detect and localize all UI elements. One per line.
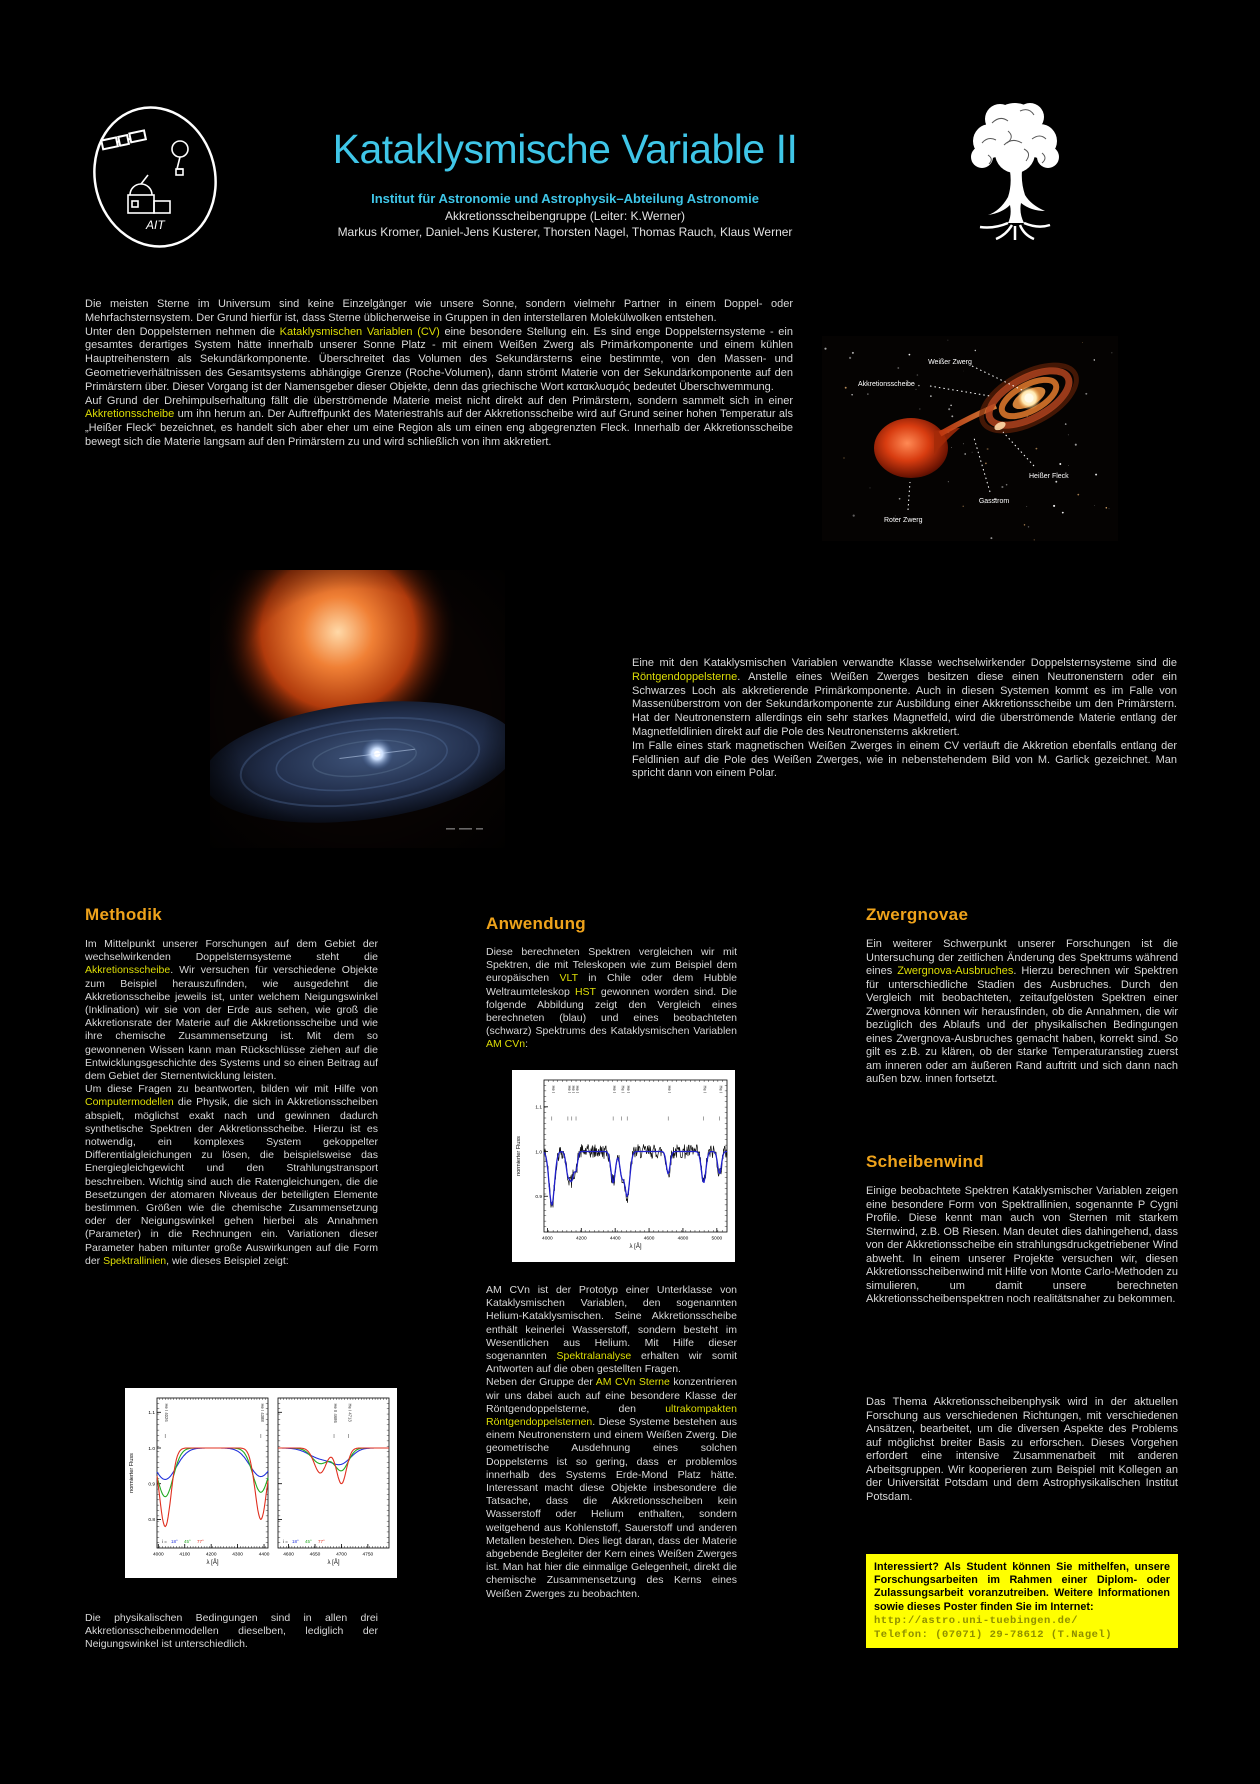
svg-text:He I: He I	[626, 1085, 632, 1094]
svg-text:0.8: 0.8	[148, 1518, 155, 1524]
svg-text:i =: i =	[283, 1539, 288, 1544]
svg-text:normierter Fluss: normierter Fluss	[129, 1453, 135, 1493]
heading-zwergnovae: Zwergnovae	[866, 905, 969, 924]
svg-text:1.0: 1.0	[535, 1150, 542, 1156]
poster-title: Kataklysmische Variable II	[332, 126, 798, 172]
svg-text:λ [Å]: λ [Å]	[327, 1560, 340, 1566]
svg-text:4700: 4700	[336, 1552, 347, 1558]
svg-text:λ [Å]: λ [Å]	[206, 1560, 219, 1566]
interest-box-url: http://astro.uni-tuebingen.de/	[874, 1614, 1079, 1627]
svg-text:18°: 18°	[171, 1539, 178, 1544]
svg-text:1.1: 1.1	[148, 1411, 155, 1417]
svg-text:77°: 77°	[318, 1539, 325, 1544]
label-accretion-disk: Akkretionsscheibe	[858, 381, 915, 388]
svg-text:He I: He I	[550, 1085, 556, 1094]
interest-box-text: Interessiert? Als Student können Sie mithelfen, unsere Forschungsarbeiten im Rahmen einer Diplom- oder Zulassungsarbeit voranzutreiben. Weitere Informationen sowie dieses Poster finden Sie im Internet:	[874, 1561, 1170, 1613]
artist-signature-mark	[446, 828, 483, 830]
svg-text:18°: 18°	[292, 1539, 299, 1544]
svg-text:4400: 4400	[258, 1552, 270, 1558]
svg-text:He II 4686: He II 4686	[333, 1403, 339, 1423]
svg-text:5000: 5000	[711, 1236, 723, 1242]
svg-text:λ [Å]: λ [Å]	[629, 1244, 642, 1250]
tree-logo-icon	[962, 93, 1068, 245]
svg-text:He I: He I	[702, 1085, 708, 1094]
svg-text:1.0: 1.0	[148, 1446, 155, 1452]
interest-box	[866, 1554, 1178, 1648]
label-hot-spot: Heißer Fleck	[1029, 473, 1069, 480]
interest-box-phone: Telefon: (07071) 29-78612 (T.Nagel)	[874, 1628, 1113, 1641]
label-gas-stream: Gasstrom	[978, 498, 1010, 505]
svg-text:He I: He I	[575, 1085, 581, 1094]
svg-text:45°: 45°	[305, 1539, 312, 1544]
amcvn-description-text: AM CVn ist der Prototyp einer Unterklasse von Kataklysmischen Variablen, den sogenannten Helium-Kataklysmischen. Seine Akkretionsscheibe enthält keinerlei Wasserstoff, sondern besteht im Wesentlichen aus Helium. Mit Hilfe dieser sogenannten Spektralanalyse erhalten wir somit Antworten auf die oben gestellten Fragen. Neben der Gruppe der AM CVn Sterne konzentrieren wir uns dabei auch auf eine besondere Klasse der Röntgendoppelsterne, den ultrakompakten Röntgendoppelsternen. Diese Systeme bestehen aus einem Neutronenstern und einem Weißen Zwerg. Die geometrische Ausdehnung eines solchen Doppelsterns ist so gering, dass er problemlos innerhalb des Systems Erde-Mond Platz hätte. Interessant macht diese Objekte insbesondere die Tatsache, dass die Akkretionsscheiben kein Wasserstoff oder Helium enthalten, sondern weitgehend aus Kohlenstoff, Sauerstoff und anderen Metallen bestehen. Dies liegt daran, dass der Materie abgebende Begleiter der Kern eines Weißen Zwerges ist. Man hat hier die einmalige Gelegenheit, direkt die chemische Zusammensetzung des Kerns eines Weißen Zwerges zu beobachten.	[486, 1284, 737, 1600]
polar-accretion-image	[210, 570, 505, 848]
svg-text:4300: 4300	[232, 1552, 243, 1558]
group-line: Akkretionsscheibengruppe (Leiter: K.Werner)	[445, 209, 685, 223]
svg-text:4800: 4800	[677, 1236, 689, 1242]
svg-text:He I: He I	[620, 1085, 626, 1094]
svg-text:He I: He I	[566, 1085, 572, 1094]
observatory-icon	[128, 175, 170, 213]
svg-text:He I: He I	[570, 1085, 576, 1094]
heading-anwendung: Anwendung	[486, 914, 586, 933]
amcvn-spectrum-figure	[512, 1070, 735, 1262]
anwendung-text: Diese berechneten Spektren vergleichen wir mit Spektren, die mit Teleskopen wie zum Beispiel dem europäischen VLT in Chile oder dem Hubble Weltraumteleskop HST gewonnen worden sind. Die folgende Abbildung zeigt den Vergleich eines berechneten (blau) und eines beobachteten (schwarz) Spektrums des Kataklysmischen Variablen AM CVn:	[486, 946, 738, 1051]
svg-text:4100: 4100	[179, 1552, 191, 1558]
scheibenwind-text: Einige beobachtete Spektren Kataklysmischer Variablen zeigen eine besondere Form von Spektrallinien, sogenannte P Cygni Profile. Diese kennt man auch von Sternen mit starkem Sternwind, z.B. OB Riesen. Man deutet dies dahingehend, dass von der Akkretionsscheibe ein strahlungsdruckgetriebener Wind abweht. In einem unserer Projekte versuchen wir, diesen Akkretionsscheibenwind mit Hilfe von Monte Carlo-Methoden zu simulieren, um damit unsere berechneten Akkretionsscheibenspektren noch realitätsnaher zu bekommen.	[866, 1185, 1178, 1305]
label-white-dwarf: Weißer Zwerg	[928, 359, 972, 366]
label-red-dwarf: Roter Zwerg	[884, 517, 923, 524]
heading-methodik: Methodik	[85, 905, 163, 924]
figure-caption-inclination: Die physikalischen Bedingungen sind in allen drei Akkretionsscheibenmodellen dieselben, lediglich der Neigungswinkel ist unterschiedlich.	[85, 1612, 378, 1651]
intro-text: Die meisten Sterne im Universum sind keine Einzelgänger wie unsere Sonne, sondern vielmehr Partner in einem Doppel- oder Mehrfachsternsystem. Der Grund hierfür ist, dass Sterne üblicherweise in Gruppen in den interstellaren Molekülwolken entstehen. Unter den Doppelsternen nehmen die Kataklysmischen Variablen (CV) eine besondere Stellung ein. Es sind enge Doppelsternsysteme - ein gesamtes derartiges System hätte innerhalb unserer Sonne Platz - mit einem Weißen Zwerg als Primärkomponente und einem kühlen Hauptreihenstern als Sekundärkomponente. Überschreitet das Volumen des Sekundärsterns eine bestimmte, von den Massen- und Geometrieverhältnissen des Gesamtsystems abhängige Grenze (Roche-Volumen), dann strömt Materie von der Sekundärkomponente auf den Primärstern über. Dieser Vorgang ist der Namensgeber dieser Objekte, denn das griechische Wort κατακλυσμός bedeutet Überschwemmung. Auf Grund der Drehimpulserhaltung fällt die überströmende Materie meist nicht direkt auf den Primärstern, sondern sammelt sich in einer Akkretionsscheibe um ihn herum an. Der Auftreffpunkt des Materiestrahls auf der Akkretionsscheibe wird auf Grund seiner hohen Temperatur als „Heißer Fleck“ bezeichnet, es handelt sich aber eher um eine Region als um einen eng abgegrenzten Fleck. Innerhalb der Akkretionsscheibe bewegt sich die Materie langsam auf den Primärstern zu und wird schließlich von ihm akkretiert.	[85, 298, 793, 448]
institute-line: Institut für Astronomie und Astrophysik–Abteilung Astronomie	[371, 191, 759, 206]
svg-text:4600: 4600	[283, 1552, 294, 1558]
svg-text:He I: He I	[667, 1085, 673, 1094]
svg-text:4000: 4000	[152, 1552, 164, 1558]
svg-text:4400: 4400	[609, 1236, 621, 1242]
cv-system-illustration	[822, 336, 1118, 541]
svg-text:0.9: 0.9	[535, 1195, 542, 1201]
inclination-spectra-figure	[125, 1388, 397, 1578]
svg-text:4650: 4650	[309, 1552, 321, 1558]
authors-line: Markus Kromer, Daniel-Jens Kusterer, Thorsten Nagel, Thomas Rauch, Klaus Werner	[337, 225, 793, 239]
svg-text:normierter Fluss: normierter Fluss	[516, 1136, 522, 1176]
svg-text:He I 4713: He I 4713	[347, 1403, 353, 1422]
svg-text:4600: 4600	[643, 1236, 655, 1242]
svg-text:4200: 4200	[205, 1552, 217, 1558]
xray-binaries-text: Eine mit den Kataklysmischen Variablen verwandte Klasse wechselwirkender Doppelsternsysteme sind die Röntgendoppelsterne. Anstelle eines Weißen Zwerges besitzen diese einen Neutronenstern oder ein Schwarzes Loch als akkretierende Primärkomponente. Auch in diesen Systemen kommt es im Falle von Massenüberstrom von der Sekundärkomponente zur Ausbildung einer Akkretionsscheibe um den Primärstern. Hat der Neutronenstern allerdings ein sehr starkes Magnetfeld, wird die überströmende Materie entlang der Magnetfeldlinien direkt auf die Pole des Neutronensterns akkretiert. Im Falle eines stark magnetischen Weißen Zwerges in einem CV verläuft die Akkretion ebenfalls entlang der Feldlinien auf die Pole des Weißen Zwerges, wie in nebenstehendem Bild von M. Garlick gezeichnet. Man spricht dann von einem Polar.	[632, 657, 1177, 780]
svg-text:He I: He I	[612, 1085, 618, 1094]
svg-text:45°: 45°	[184, 1539, 191, 1544]
svg-text:0.9: 0.9	[148, 1482, 155, 1488]
ait-logo-text: AIT	[146, 218, 165, 232]
svg-text:He I 4388: He I 4388	[259, 1403, 265, 1422]
svg-text:4750: 4750	[362, 1552, 374, 1558]
svg-text:1.1: 1.1	[535, 1105, 542, 1111]
svg-text:He I 4026: He I 4026	[164, 1403, 170, 1422]
svg-text:4000: 4000	[542, 1236, 553, 1242]
kooperation-text: Das Thema Akkretionsscheibenphysik wird in der aktuellen Forschung aus verschiedenen Richtungen, mit verschiedenen Ansätzen, bearbeitet, um die diversen Aspekte des Problems auf möglichst breiter Basis zu erforschen. Dieses Vorgehen erfordert eine intensive Zusammenarbeit mit anderen Arbeitsgruppen. Wir kooperieren zum Beispiel mit Kollegen an der Universität Potsdam und dem Astrophysikalischen Institut Potsdam.	[866, 1396, 1178, 1503]
heading-scheibenwind: Scheibenwind	[866, 1152, 984, 1171]
methodik-text: Im Mittelpunkt unserer Forschungen auf dem Gebiet der wechselwirkenden Doppelsternsysteme steht die Akkretionsscheibe. Wir versuchen für verschiedene Objekte zum Beispiel herauszufinden, wie ausgedehnt die Akkretionsscheibe jeweils ist, unter welchem Neigungswinkel (Inklination) wir sie von der Erde aus sehen, wie groß die Akkretionsrate der Materie auf die Akkretionsscheibe und wie ihre chemische Zusammensetzung ist. Mit dem so gewonnenen Wissen kann man Rückschlüsse ziehen auf die Entwicklungsgeschichte des Systems und so einen Beitrag auf dem Gebiet der Sternentwicklung leisten. Um diese Fragen zu beantworten, bilden wir mit Hilfe von Computermodellen die Physik, die sich in Akkretionsscheiben abspielt, möglichst exakt nach und gewinnen dadurch synthetische Spektren der Akkretionsscheibe. Hierzu ist es notwendig, ein komplexes System gekoppelter Differentialgleichungen zu lösen, die beispielsweise das Energiegleichgewicht und den Strahlungstransport beschreiben. Wichtig sind auch die Ratengleichungen, die die Besetzungen der atomaren Niveaus der beteiligten Elemente bestimmen. Größen wie die chemische Zusammensetzung oder der Neigungswinkel gehen hierbei als Annahmen (Parameter) in die Rechnungen ein. Variationen dieser Parameter haben mitunter große Auswirkungen auf die Form der Spektrallinien, wie dieses Beispiel zeigt:	[85, 938, 378, 1267]
svg-text:i =: i =	[162, 1539, 167, 1544]
satellite-icon	[101, 130, 146, 149]
svg-text:4200: 4200	[575, 1236, 587, 1242]
svg-text:77°: 77°	[197, 1539, 204, 1544]
zwergnovae-text: Ein weiterer Schwerpunkt unserer Forschungen ist die Untersuchung der zeitlichen Änderung des Spektrums während eines Zwergnova-Ausbruches. Hierzu berechnen wir Spektren für unterschiedliche Stadien des Ausbruches. Durch den Vergleich mit beobachteten, zeitaufgelösten Spektren einer Zwergnova können wir herausfinden, ob die Annahmen, die wir bezüglich des Ablaufs und der physikalischen Bedingungen eines Zwergnova-Ausbruches gemacht haben, korrekt sind. So gilt es z.B. zu klären, ob der starke Temperaturanstieg zuerst am inneren oder am äußeren Rand auftritt und sich dann nach außen bzw. innen fortsetzt.	[866, 938, 1178, 1085]
svg-text:He I: He I	[718, 1085, 724, 1094]
